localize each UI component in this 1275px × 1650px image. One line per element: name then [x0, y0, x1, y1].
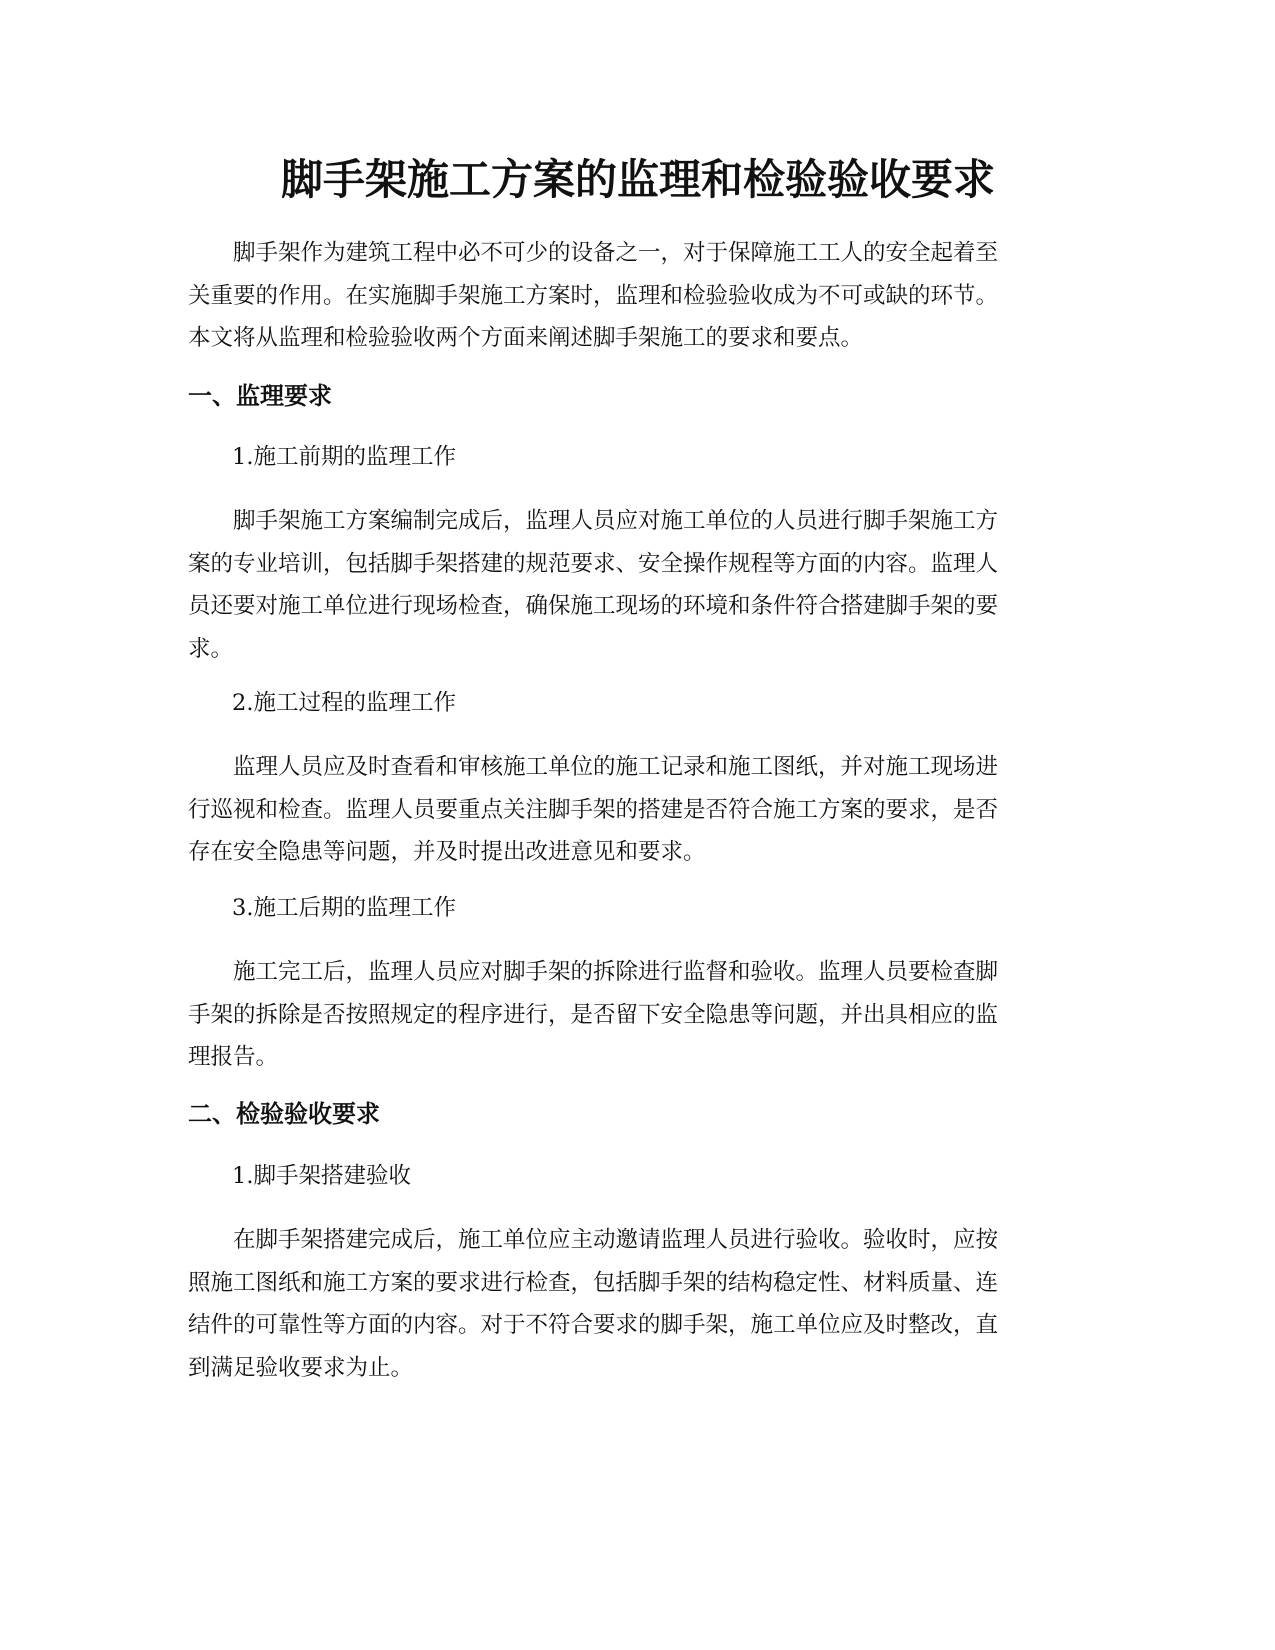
subheading-post-construction: 3.施工后期的监理工作 — [232, 895, 456, 921]
subheading-pre-construction: 1.施工前期的监理工作 — [232, 444, 456, 470]
subheading-during-construction: 2.施工过程的监理工作 — [232, 690, 456, 716]
paragraph-post-construction: 施工完工后，监理人员应对脚手架的拆除进行监督和验收。监理人员要检查脚 手架的拆除是否按照规定的程序进行，是否留下安全隐患等问题，并出具相应的监 理报告。 — [188, 959, 999, 1071]
paragraph-during-construction: 监理人员应及时查看和审核施工单位的施工记录和施工图纸，并对施工现场进 行巡视和检查。监理人员要重点关注脚手架的搭建是否符合施工方案的要求，是否 存在安全隐患等问题，并及时提出改进意见和要求。 — [188, 754, 999, 866]
intro-paragraph: 脚手架作为建筑工程中必不可少的设备之一，对于保障施工工人的安全起着至 关重要的作用。在实施脚手架施工方案时，监理和检验验收成为不可或缺的环节。 本文将从监理和检验验收两个方面来阐述脚手架施工的要求和要点。 — [188, 240, 999, 352]
section-heading-supervision: 一、监理要求 — [188, 382, 332, 410]
paragraph-erection-acceptance: 在脚手架搭建完成后，施工单位应主动邀请监理人员进行验收。验收时，应按 照施工图纸和施工方案的要求进行检查，包括脚手架的结构稳定性、材料质量、连 结件的可靠性等方面的内容。对于不符合要求的脚手架，施工单位应及时整改，直 到满足验收要求为止。 — [188, 1227, 999, 1382]
paragraph-pre-construction: 脚手架施工方案编制完成后，监理人员应对施工单位的人员进行脚手架施工方 案的专业培训，包括脚手架搭建的规范要求、安全操作规程等方面的内容。监理人 员还要对施工单位进行现场检查，确保施工现场的环境和条件符合搭建脚手架的要 求。 — [188, 508, 999, 663]
section-heading-inspection: 二、检验验收要求 — [188, 1100, 380, 1128]
document-title: 脚手架施工方案的监理和检验验收要求 — [280, 155, 995, 204]
subheading-erection-acceptance: 1.脚手架搭建验收 — [232, 1163, 411, 1189]
